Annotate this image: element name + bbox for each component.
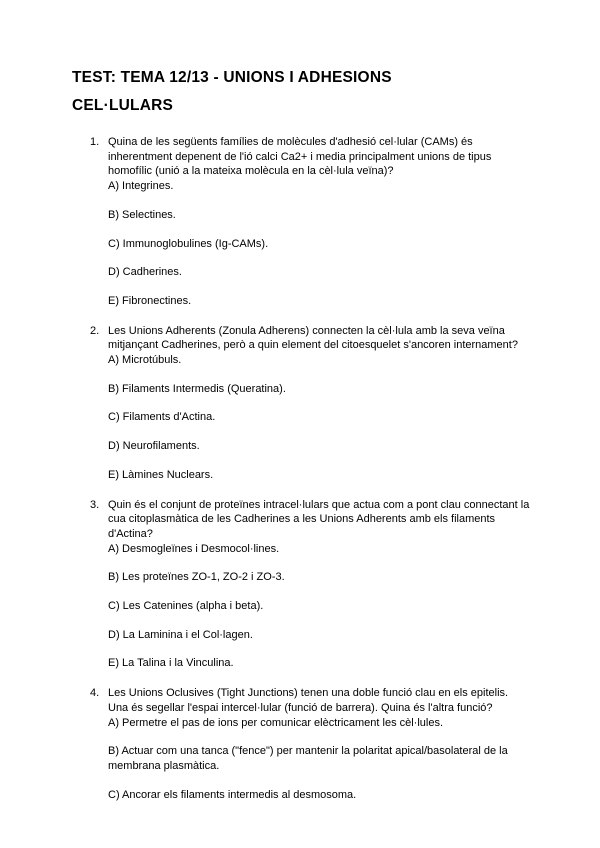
question-4 (90, 686, 530, 802)
question-text: Les Unions Adherents (Zonula Adherens) connecten la cèl·lula amb la seva veïna mitjançant Cadherines, però a quin element del citoesquelet s'ancoren internament? (108, 324, 518, 352)
option-e: E) La Talina i la Vinculina. (108, 657, 234, 670)
option-d: D) Cadherines. (108, 266, 182, 279)
page-title-line-2: CEL·LULARS (72, 97, 174, 114)
page-title-line-1: TEST: TEMA 12/13 - UNIONS I ADHESIONS (72, 69, 392, 86)
option-d: D) Neurofilaments. (108, 440, 200, 453)
option-b: B) Selectines. (108, 208, 176, 221)
question-number: 3. (90, 498, 100, 511)
option-a: A) Permetre el pas de ions per comunicar elèctricament les cèl·lules. (108, 716, 444, 729)
option-c: C) Filaments d'Actina. (108, 411, 216, 424)
option-c: C) Ancorar els filaments intermedis al desmosoma. (108, 788, 357, 801)
option-b: B) Actuar com una tanca ("fence") per mantenir la polaritat apical/basolateral de la membrana plasmàtica. (108, 745, 508, 772)
question-number: 2. (90, 324, 100, 337)
page-title (72, 64, 530, 120)
question-list (72, 135, 530, 802)
question-1 (90, 135, 530, 309)
question-3 (90, 498, 530, 672)
question-text: Quin és el conjunt de proteïnes intracel·lulars que actua com a pont clau connectant la cua citoplasmàtica de les Cadherines a les Unions Adherents amb els filaments d'Actina? (108, 498, 530, 540)
option-e: E) Làmines Nuclears. (108, 468, 214, 481)
question-2 (90, 324, 530, 483)
question-text: Quina de les següents famílies de molècules d'adhesió cel·lular (CAMs) és inherentment depenent de l'ió calci Ca2+ i media principalment unions de tipus homofílic (unió a la mateixa molècula en la cèl·lula veïna)? (108, 136, 492, 178)
option-b: B) Filaments Intermedis (Queratina). (108, 382, 286, 395)
option-a: A) Microtúbuls. (108, 354, 182, 367)
option-c: C) Immunoglobulines (Ig-CAMs). (108, 237, 269, 250)
question-text: Les Unions Oclusives (Tight Junctions) tenen una doble funció clau en els epitelis. Una és segellar l'espai intercel·lular (funció de barrera). Quina és l'altra funció? (108, 687, 509, 714)
option-c: C) Les Catenines (alpha i beta). (108, 600, 264, 613)
option-a: A) Desmogleïnes i Desmocol·lines. (108, 542, 280, 555)
option-d: D) La Laminina i el Col·lagen. (108, 628, 253, 641)
option-a: A) Integrines. (108, 180, 174, 193)
question-number: 1. (90, 136, 100, 148)
option-b: B) Les proteïnes ZO-1, ZO-2 i ZO-3. (108, 571, 285, 584)
option-e: E) Fibronectines. (108, 294, 192, 307)
question-number: 4. (90, 687, 100, 700)
